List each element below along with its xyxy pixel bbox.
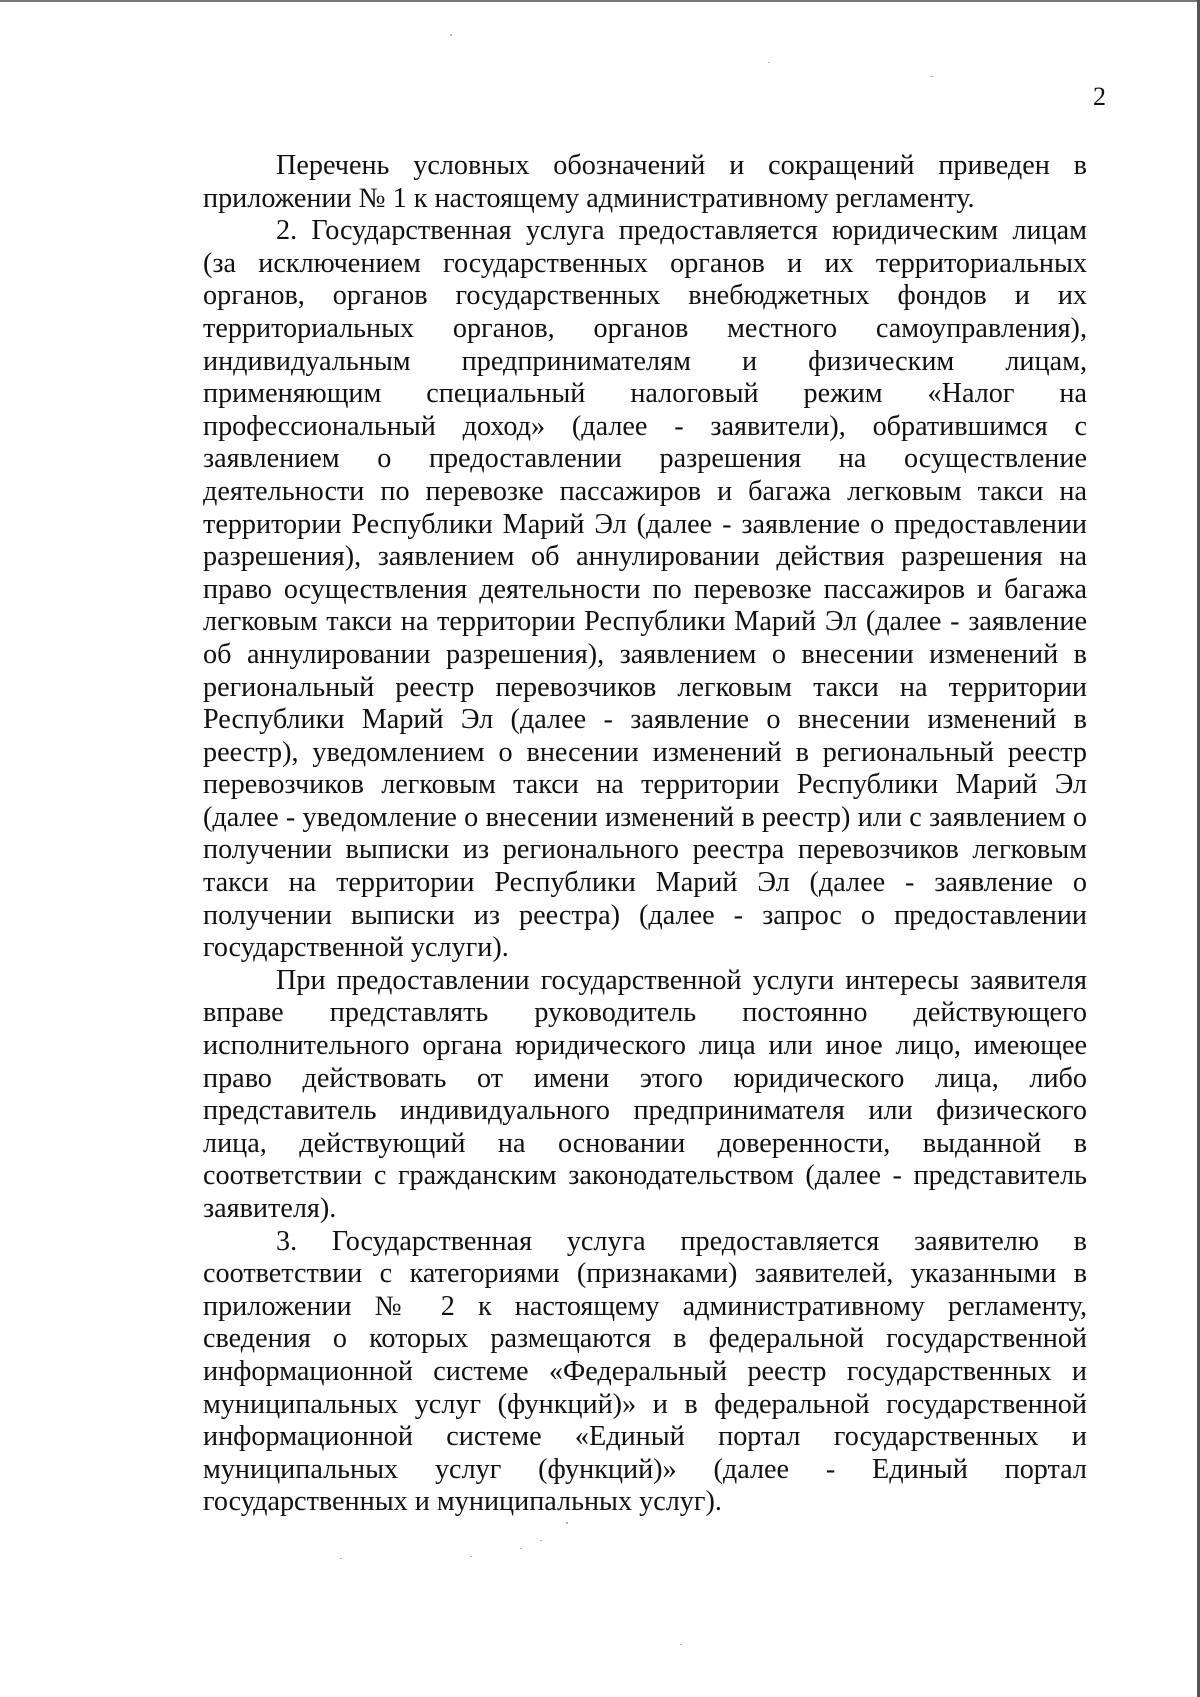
paragraph-item-3: 3. Государственная услуга предоставляется заявителю в соответствии с категориями (признаками) заявителей, указанными в приложении № 2 к настоящему административному регламенту, сведения о которых размещаются в федеральной государственной информационной системе «Федеральный реестр государственных и муниципальных услуг (функций)» и в федеральной государственной информационной системе «Единый портал государственных и муниципальных услуг (функций)» (далее - Единый портал государственных и муниципальных услуг).: [203, 1225, 1087, 1518]
scan-speck: [930, 76, 933, 77]
paragraph-abbreviations: Перечень условных обозначений и сокращений приведен в приложении № 1 к настоящему административному регламенту.: [203, 150, 1087, 214]
scan-speck: [450, 34, 452, 36]
scan-speck: [540, 1540, 542, 1541]
scan-speck: [566, 1522, 568, 1524]
page-number: 2: [1093, 82, 1106, 111]
scan-speck: [340, 1558, 342, 1559]
paragraph-representative: При предоставлении государственной услуги интересы заявителя вправе представлять руководитель постоянно действующего исполнительного органа юридического лица или иное лицо, имеющее право действовать от имени этого юридического лица, либо представитель индивидуального предпринимателя или физического лица, действующий на основании доверенности, выданной в соответствии с гражданским законодательством (далее - представитель заявителя).: [203, 964, 1087, 1224]
scan-speck: [520, 1548, 522, 1549]
scan-speck: [470, 1556, 472, 1557]
scan-speck: [768, 62, 770, 63]
paragraph-item-2: 2. Государственная услуга предоставляется юридическим лицам (за исключением государственных органов и их территориальных органов, органов государственных внебюджетных фондов и их территориальных органов, органов местного самоуправления), индивидуальным предпринимателям и физическим лицам, применяющим специальный налоговый режим «Налог на профессиональный доход» (далее - заявители), обратившимся с заявлением о предоставлении разрешения на осуществление деятельности по перевозке пассажиров и багажа легковым такси на территории Республики Марий Эл (далее - заявление о предоставлении разрешения), заявлением об аннулировании действия разрешения на право осуществления деятельности по перевозке пассажиров и багажа легковым такси на территории Республики Марий Эл (далее - заявление об аннулировании разрешения), заявлением о внесении изменений в региональный реестр перевозчиков легковым такси на территории Республики Марий Эл (далее - заявление о внесении изменений в реестр), уведомлением о внесении изменений в региональный реестр перевозчиков легковым такси на территории Республики Марий Эл (далее - уведомление о внесении изменений в реестр) или с заявлением о получении выписки из регионального реестра перевозчиков легковым такси на территории Республики Марий Эл (далее - заявление о получении выписки из реестра) (далее - запрос о предоставлении государственной услуги).: [203, 215, 1087, 964]
scan-speck: [680, 1644, 682, 1645]
document-body: [203, 150, 1087, 1519]
page-top-edge: [0, 0, 1200, 2]
